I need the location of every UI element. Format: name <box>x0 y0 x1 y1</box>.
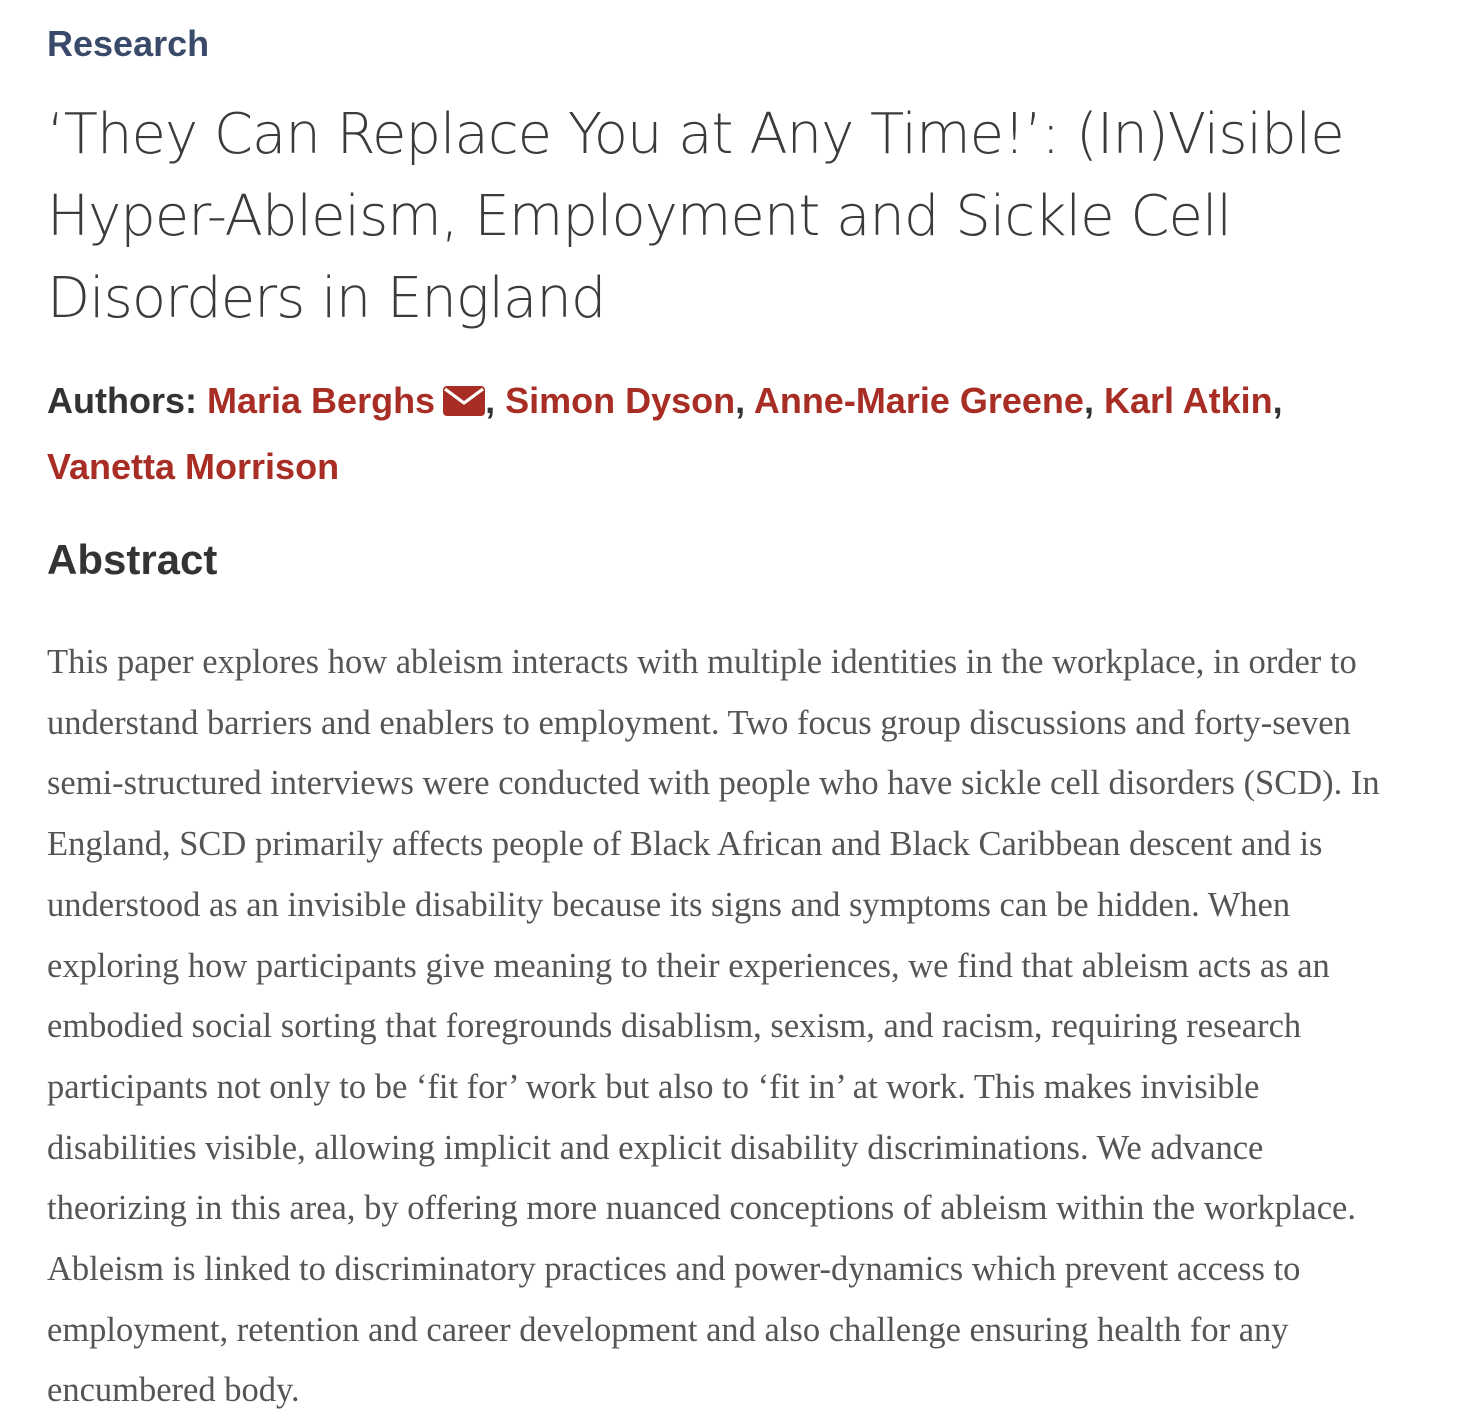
abstract-heading: Abstract <box>47 536 218 583</box>
author-link-vanetta-morrison[interactable]: Vanetta Morrison <box>47 446 340 487</box>
section-label: Research <box>47 23 210 64</box>
authors-label: Authors: <box>47 380 197 421</box>
abstract-text: This paper explores how ableism interacts with multiple identities in the workplace, in order to understand barriers and enablers to employment. Two focus group discussions and forty-seven semi-structured interviews were conducted with people who have sickle cell disorders (SCD). In England, SCD primarily affects people of Black African and Black Caribbean descent and is understood as an invisible disability because its signs and symptoms can be hidden. When exploring how participants give meaning to their experiences, we find that ableism acts as an embodied social sorting that foregrounds disablism, sexism, and racism, requiring research participants not only to be ‘fit for’ work but also to ‘fit in’ at work. This makes invisible disabilities visible, allowing implicit and explicit disability discriminations. We advance theorizing in this area, by offering more nuanced conceptions of ableism within the workplace. Ableism is linked to discriminatory practices and power-dynamics which prevent access to employment, retention and career development and also challenge ensuring health for any encumbered body. <box>47 643 1380 1410</box>
author-link-karl-atkin[interactable]: Karl Atkin <box>1103 380 1273 421</box>
author-separator: , <box>1272 380 1283 421</box>
authors-line <box>47 368 1407 500</box>
author-separator: , <box>485 380 496 421</box>
author-link-simon-dyson[interactable]: Simon Dyson <box>505 380 736 421</box>
author-separator: , <box>735 380 746 421</box>
author-link-anne-marie-greene[interactable]: Anne-Marie Greene <box>753 380 1084 421</box>
author-separator: , <box>1083 380 1094 421</box>
author-link-maria-berghs[interactable]: Maria Berghs <box>207 380 436 421</box>
envelope-icon[interactable] <box>443 386 485 416</box>
article-title: ‘They Can Replace You at Any Time!’: (In)Visible Hyper-Ableism, Employment and Sickle Cell Disorders in England <box>47 102 1344 331</box>
